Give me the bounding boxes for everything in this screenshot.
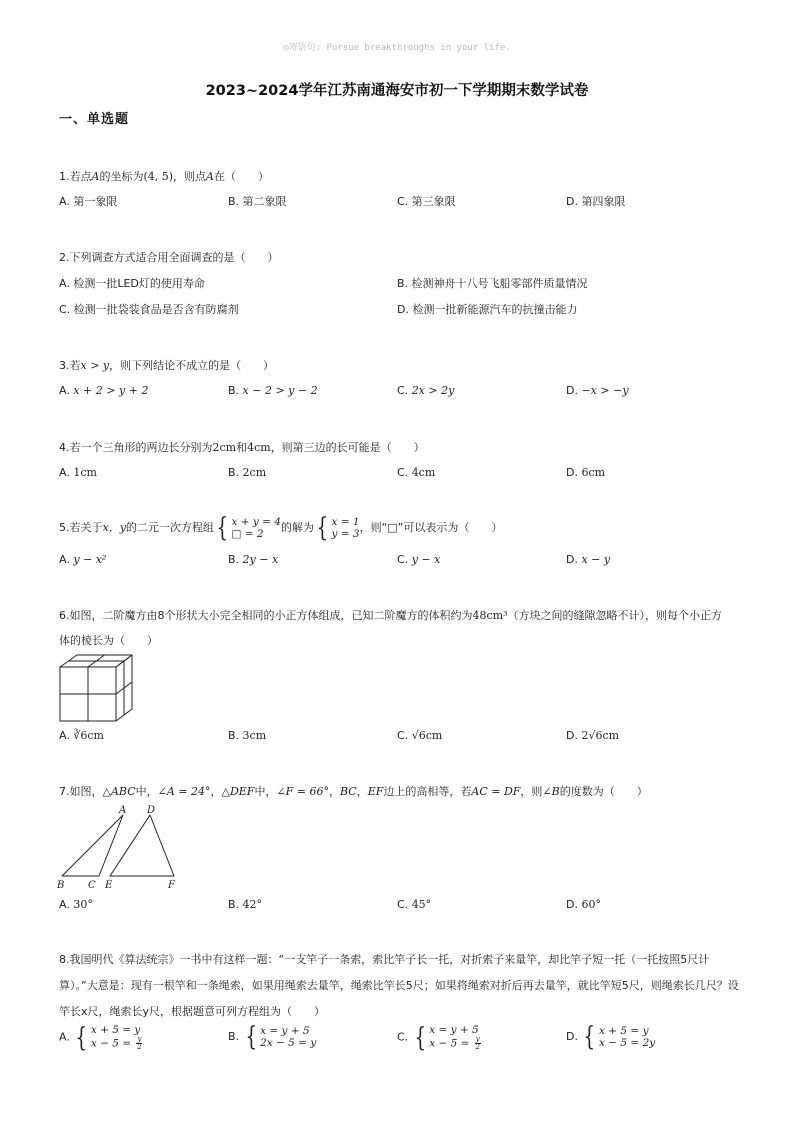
q6-option-c[interactable] (397, 729, 442, 743)
q3-option-c[interactable] (397, 384, 454, 398)
q6-text: 6.如图，二阶魔方由8个形状大小完全相同的小正方体组成，已知二阶魔方的体积约为 (59, 609, 473, 622)
option-label: D. (566, 729, 582, 742)
question-8-stem: 8.我国明代《算法统宗》一书中有这样一题：“一支竿子一条索，索比竿子长一托，对折索子来量竿，却比竿子短一托（一托按照5尺计算）。”大意是：现有一根竿和一条绳索，如果用绳索去量竿，绳索比竿长5尺；如果将绳索对折后再去量竿，就比竿短5尺，则绳索长几尺？设竿长x尺，绳索长y尺，根据题意可列方程组为（ ） (59, 953, 739, 1018)
fraction (475, 1036, 481, 1051)
q6-text: （方块之间的缝隙忽略不计），则每个小正方 (507, 609, 722, 622)
option-label: A. (59, 466, 74, 479)
option-expr: 2x > 2y (411, 384, 455, 397)
q4-option-a[interactable] (59, 466, 97, 480)
option-expr: x − 2 > y − 2 (242, 384, 318, 397)
q4-length: 2cm (212, 441, 237, 454)
option-expr: x − y (581, 553, 611, 566)
question-1-stem (59, 170, 269, 184)
cube-figure (59, 654, 133, 722)
q5-equation-system: { x + y = 4 □ = 2 (216, 513, 281, 543)
numerator: y (137, 1035, 142, 1043)
option-expr: 60° (581, 898, 601, 911)
question-3-stem (59, 359, 274, 373)
numerator: y (475, 1035, 480, 1043)
question-6-stem (59, 609, 722, 623)
question-6-stem-line2: 体的棱长为（ ） (59, 634, 158, 647)
q3-text: 3.若 (59, 359, 81, 372)
q5-text: 5.若关于 (59, 521, 103, 534)
option-label: C. (397, 898, 412, 911)
equation: x + 5 = y (599, 1025, 649, 1037)
option-expr: 3cm (242, 729, 267, 742)
q7-math: △DEF (221, 785, 255, 798)
q5-solution-system: { x = 1 y = 3 (316, 513, 360, 543)
q7-math: △ABC (102, 785, 136, 798)
q1-var: A (206, 170, 214, 183)
option-label: A. (59, 384, 74, 397)
equation: x − 5 = (90, 1037, 135, 1050)
page-title: 2023~2024学年江苏南通海安市初一下学期期末数学试卷 (205, 83, 589, 99)
question-4-stem (59, 441, 425, 455)
option-expr: y − x² (73, 553, 107, 566)
q7-text: 中， (135, 785, 158, 798)
option-label: B. (228, 729, 243, 742)
option-expr: 2y − x (242, 553, 279, 566)
q4-option-c[interactable] (397, 466, 435, 480)
q8-b-system: { x = y + 5 2x − 5 = y (245, 1022, 317, 1052)
q4-option-d[interactable] (566, 466, 605, 480)
option-expr: −x > −y (581, 384, 629, 397)
q8-option-c[interactable] (397, 1024, 481, 1051)
option-label: C. (397, 466, 412, 479)
q8-c-system: { x = y + 5 x − 5 = $\frac{y}{2}$ (414, 1022, 481, 1053)
option-label: B. (228, 898, 243, 911)
q2-option-a[interactable]: A. 检测一批LED灯的使用寿命 (59, 277, 205, 290)
option-expr: 1cm (73, 466, 97, 479)
q7-text: ， (210, 785, 222, 798)
q1-option-d[interactable]: D. 第四象限 (566, 195, 626, 208)
equation: 2x − 5 = y (260, 1037, 317, 1049)
option-label: D. (566, 1030, 578, 1043)
option-label: A. (59, 729, 74, 742)
q1-option-c[interactable]: C. 第三象限 (397, 195, 456, 208)
label-f: F (168, 880, 175, 891)
option-expr: √6cm (411, 729, 443, 742)
option-expr: 2√6cm (581, 729, 620, 742)
q2-option-b[interactable]: B. 检测神舟十八号飞船零部件质量情况 (397, 277, 588, 290)
q7-math: ∠A = 24° (157, 785, 211, 798)
q7-text: ，则 (520, 785, 543, 798)
option-expr: ∛6cm (73, 729, 104, 742)
equation: x − 5 = 2y (599, 1037, 656, 1049)
q3-option-d[interactable] (566, 384, 629, 398)
option-label: D. (566, 384, 582, 397)
q5-option-a[interactable] (59, 553, 106, 567)
q8-option-b[interactable] (228, 1024, 316, 1050)
q7-math: ∠B (542, 785, 560, 798)
option-label: A. (59, 898, 74, 911)
equation: x = y + 5 (429, 1024, 479, 1036)
option-expr: y − x (411, 553, 441, 566)
option-expr: 6cm (581, 466, 606, 479)
q1-option-b[interactable]: B. 第二象限 (228, 195, 287, 208)
q5-sol2: y = 3 (331, 528, 360, 540)
q1-var: A (91, 170, 100, 183)
section-heading: 一、单选题 (59, 112, 130, 127)
q7-text: ， (356, 785, 368, 798)
label-d: D (147, 805, 156, 816)
q7-math: BC (340, 785, 357, 798)
q7-text: 的度数为（ ） (559, 785, 648, 798)
triangle-abc (62, 815, 123, 876)
q7-option-a[interactable] (59, 898, 93, 912)
q4-option-b[interactable] (228, 466, 266, 480)
q1-text: 的坐标为 (99, 170, 144, 183)
option-expr: x + 2 > y + 2 (73, 384, 149, 397)
q7-math: AC = DF (471, 785, 521, 798)
q6-option-a[interactable] (59, 729, 104, 743)
q2-option-c[interactable]: C. 检测一批袋装食品是否含有防腐剂 (59, 303, 239, 316)
option-label: B. (228, 466, 243, 479)
q8-option-a[interactable] (59, 1024, 142, 1051)
q1-text: ，则点 (173, 170, 207, 183)
q1-coord: (4, 5) (143, 170, 174, 183)
fraction (136, 1036, 142, 1051)
option-label: A. (59, 553, 74, 566)
option-label: A. (59, 1030, 70, 1044)
q2-option-d[interactable]: D. 检测一批新能源汽车的抗撞击能力 (397, 303, 578, 316)
q8-option-d[interactable] (566, 1024, 655, 1050)
label-c: C (88, 880, 96, 891)
option-label: C. (397, 384, 412, 397)
q5-text: 的解为 (280, 521, 314, 534)
q7-option-c[interactable] (397, 898, 431, 912)
q3-condition: x > y (80, 359, 110, 372)
q1-text: 在（ ） (213, 170, 269, 183)
q4-text: ，则第三边的长可能是（ ） (270, 441, 425, 454)
q5-eq1: x + y = 4 (231, 516, 281, 528)
triangles-figure (55, 803, 185, 891)
q7-option-b[interactable] (228, 898, 262, 912)
option-expr: 45° (411, 898, 432, 911)
option-expr: 30° (73, 898, 93, 911)
q8-a-system: { x + 5 = y x − 5 = $\frac{y}{2}$ (75, 1022, 142, 1053)
question-7-stem (59, 785, 648, 799)
option-label: B. (228, 384, 243, 397)
q6-option-d[interactable] (566, 729, 619, 743)
option-label: D. (566, 553, 582, 566)
q6-option-b[interactable] (228, 729, 266, 743)
q1-text: 1.若点 (59, 170, 92, 183)
option-label: D. (566, 898, 582, 911)
equation: x − 5 = (429, 1037, 473, 1050)
q7-text: 7.如图， (59, 785, 103, 798)
watermark: ◎寄语句: Pursue breakthroughs in your life. (283, 43, 511, 53)
option-label: C. (397, 729, 412, 742)
q8-d-system: { x + 5 = y x − 5 = 2y (583, 1022, 656, 1052)
q4-text: 4.若一个三角形的两边长分别为 (59, 441, 213, 454)
q5-option-c[interactable] (397, 553, 440, 567)
q5-option-d[interactable] (566, 553, 610, 567)
q5-text: ，则“□”可以表示为（ ） (359, 521, 503, 534)
equation: x = y + 5 (260, 1025, 310, 1037)
denominator: 2 (137, 1043, 142, 1051)
q7-text: 中， (254, 785, 277, 798)
q7-option-d[interactable] (566, 898, 601, 912)
equation: x + 5 = y (90, 1024, 141, 1036)
q7-text: ， (329, 785, 340, 798)
option-label: C. (397, 1030, 409, 1044)
question-2-stem: 2.下列调查方式适合用全面调查的是（ ） (59, 251, 279, 264)
option-label: B. (228, 1030, 240, 1043)
q4-text: 和 (236, 441, 248, 454)
q5-option-b[interactable] (228, 553, 278, 567)
q1-option-a[interactable]: A. 第一象限 (59, 195, 118, 208)
q5-eq2: □ = 2 (231, 528, 264, 540)
option-expr: 4cm (411, 466, 436, 479)
q3-option-b[interactable] (228, 384, 318, 398)
label-b: B (57, 880, 65, 891)
q7-math: EF (367, 785, 384, 798)
q3-text: ，则下列结论不成立的是（ ） (109, 359, 275, 372)
q7-text: 边上的高相等，若 (383, 785, 472, 798)
q3-option-a[interactable] (59, 384, 148, 398)
q7-math: ∠F = 66° (276, 785, 329, 798)
question-5-stem (59, 515, 502, 541)
denominator: 2 (475, 1043, 481, 1051)
q5-vars: x，y (102, 521, 126, 534)
option-expr: 42° (242, 898, 263, 911)
q5-text: 的二元一次方程组 (125, 521, 214, 534)
q4-length: 4cm (247, 441, 271, 454)
option-label: B. (228, 553, 243, 566)
q5-sol1: x = 1 (331, 516, 360, 528)
q6-volume: 48cm³ (472, 609, 508, 622)
label-a: A (119, 805, 127, 816)
option-label: C. (397, 553, 412, 566)
option-label: D. (566, 466, 582, 479)
label-e: E (105, 880, 113, 891)
option-expr: 2cm (242, 466, 267, 479)
